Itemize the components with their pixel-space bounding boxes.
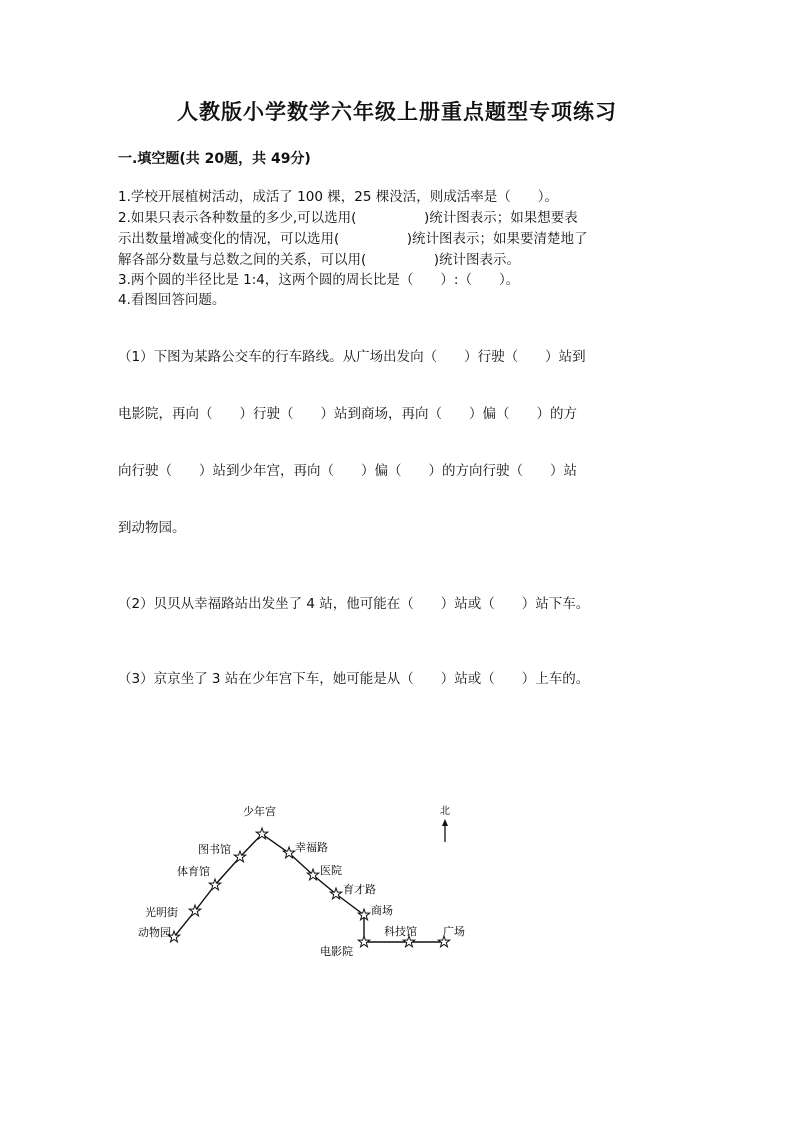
label-dianyingyuan: 电影院 xyxy=(320,945,353,958)
label-xingfulu: 幸福路 xyxy=(295,841,328,854)
section-heading: 一.填空题(共 20题，共 49分) xyxy=(118,151,311,167)
sub-question-3: （3）京京坐了 3 站在少年宫下车，她可能是从（ ）站或（ ）上车的。 xyxy=(118,671,590,687)
north-label: 北 xyxy=(440,806,450,817)
label-shangchang: 商场 xyxy=(371,904,393,917)
sub-question-1-line-2: 电影院，再向（ ）行驶（ ）站到商场，再向（ ）偏（ ）的方 xyxy=(118,406,577,422)
label-guangchang: 广场 xyxy=(443,925,465,938)
label-guangmingjie: 光明街 xyxy=(145,906,178,919)
page-title: 人教版小学数学六年级上册重点题型专项练习 xyxy=(177,99,617,124)
question-1: 1.学校开展植树活动，成活了 100 棵，25 棵没活，则成活率是（ ）。 xyxy=(118,189,558,205)
label-yucailu: 育才路 xyxy=(343,883,376,896)
sub-question-1-line-4: 到动物园。 xyxy=(118,520,186,536)
label-dongwuyuan: 动物园 xyxy=(138,926,171,939)
question-4: 4.看图回答问题。 xyxy=(118,292,226,308)
label-yiyuan: 医院 xyxy=(320,864,342,877)
north-arrowhead-icon xyxy=(442,819,448,826)
sub-question-1-line-1: （1）下图为某路公交车的行车路线。从广场出发向（ ）行驶（ ）站到 xyxy=(118,349,586,365)
label-tiyuguan: 体育馆 xyxy=(177,865,210,878)
label-kejiguan: 科技馆 xyxy=(384,925,417,938)
station-dianyingyuan-icon xyxy=(358,936,369,947)
sub-question-1-line-3: 向行驶（ ）站到少年宫，再向（ ）偏（ ）的方向行驶（ ）站 xyxy=(118,463,577,479)
sub-question-2: （2）贝贝从幸福路站出发坐了 4 站，他可能在（ ）站或（ ）站下车。 xyxy=(118,596,590,612)
question-2-line-3: 解各部分数量与总数之间的关系，可以用( )统计图表示。 xyxy=(118,252,521,268)
question-2-line-1: 2.如果只表示各种数量的多少,可以选用( )统计图表示；如果想要表 xyxy=(118,210,578,226)
label-shaoniangong: 少年宫 xyxy=(243,805,276,818)
question-3: 3.两个圆的半径比是 1:4，这两个圆的周长比是（ ）:（ ）。 xyxy=(118,272,520,288)
question-2-line-2: 示出数量增减变化的情况，可以选用( )统计图表示；如果要清楚地了 xyxy=(118,231,588,247)
label-tushuguan: 图书馆 xyxy=(198,843,231,856)
